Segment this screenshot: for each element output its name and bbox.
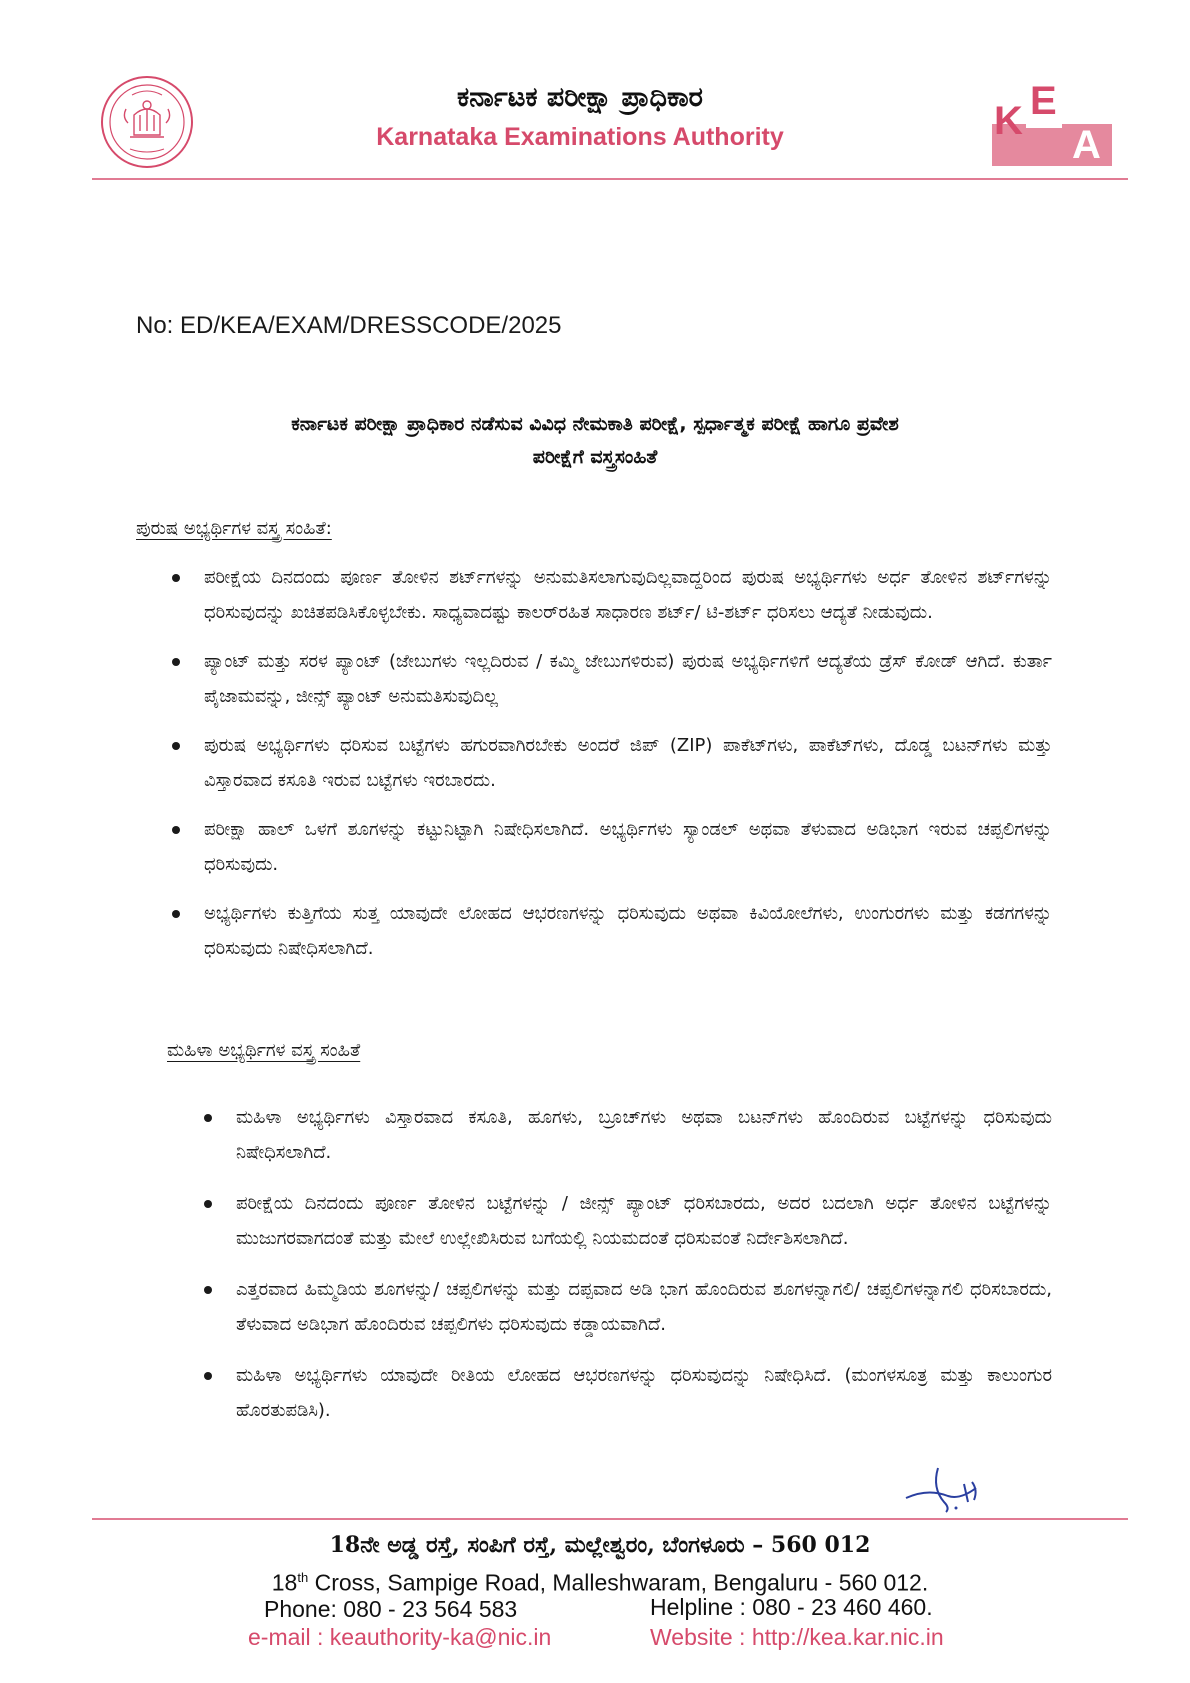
main-heading-line-2: ಪರೀಕ್ಷೆಗೆ ವಸ್ತ್ರಸಂಹಿತೆ [532, 446, 658, 468]
bullet-icon [204, 1286, 212, 1294]
bullet-icon [172, 910, 180, 918]
reference-number: No: ED/KEA/EXAM/DRESSCODE/2025 [136, 312, 562, 339]
logo-letter-k: K [994, 99, 1023, 143]
title-english: Karnataka Examinations Authority [376, 123, 784, 151]
footer-email-link[interactable]: e-mail : keauthority-ka@nic.in [248, 1624, 552, 1650]
list-item [198, 1358, 1052, 1428]
list-item-text: ಮಹಿಳಾ ಅಭ್ಯರ್ಥಿಗಳು ವಿಸ್ತಾರವಾದ ಕಸೂತಿ, ಹೂಗಳು, ಬ್ರೂಚ್‌ಗಳು ಅಥವಾ ಬಟನ್‌ಗಳು ಹೊಂದಿರುವ ಬಟ್ಟೆಗಳನ್ನು ಧರಿಸುವುದು ನಿಷೇಧಿಸಲಾಗಿದೆ. [236, 1107, 1052, 1163]
header-titles [300, 80, 860, 154]
list-item [166, 812, 1052, 882]
signature-icon [898, 1458, 1002, 1514]
footer-address-kannada: 18ನೇ ಅಡ್ಡ ರಸ್ತೆ, ಸಂಪಿಗೆ ರಸ್ತೆ, ಮಲ್ಲೇಶ್ವರಂ, ಬೆಂಗಳೂರು – 560 012 [329, 1532, 871, 1558]
bullet-icon [172, 574, 180, 582]
header-divider [92, 178, 1128, 180]
men-section-heading: ಪುರುಷ ಅಭ್ಯರ್ಥಿಗಳ ವಸ್ತ್ರ ಸಂಹಿತೆ: [136, 518, 332, 539]
address-rest: Cross, Sampige Road, Malleshwaram, Bengaluru - 560 012. [308, 1569, 929, 1596]
bullet-icon [172, 826, 180, 834]
list-item [166, 896, 1052, 966]
main-heading-line-1: ಕರ್ನಾಟಕ ಪರೀಕ್ಷಾ ಪ್ರಾಧಿಕಾರ ನಡೆಸುವ ವಿವಿಧ ನೇಮಕಾತಿ ಪರೀಕ್ಷೆ, ಸ್ಪರ್ಧಾತ್ಮಕ ಪರೀಕ್ಷೆ ಹಾಗೂ ಪ್ರವೇಶ [291, 413, 899, 435]
address-number: 18 [271, 1569, 298, 1596]
list-item [166, 644, 1052, 714]
karnataka-seal-icon [100, 75, 194, 169]
women-section-heading: ಮಹಿಳಾ ಅಭ್ಯರ್ಥಿಗಳ ವಸ್ತ್ರ ಸಂಹಿತೆ [167, 1040, 361, 1061]
list-item-text: ಪರೀಕ್ಷೆಯ ದಿನದಂದು ಪೂರ್ಣ ತೋಳಿನ ಶರ್ಟ್‌ಗಳನ್ನು ಅನುಮತಿಸಲಾಗುವುದಿಲ್ಲವಾದ್ದರಿಂದ ಪುರುಷ ಅಭ್ಯರ್ಥಿಗಳು ಅರ್ಧ ತೋಳಿನ ಶರ್ಟ್‌ಗಳನ್ನು ಧರಿಸುವುದನ್ನು ಖಚಿತಪಡಿಸಿಕೊಳ್ಳಬೇಕು. ಸಾಧ್ಯವಾದಷ್ಟು ಕಾಲರ್‌ರಹಿತ ಸಾಧಾರಣ ಶರ್ಟ್/ ಟಿ-ಶರ್ಟ್ ಧರಿಸಲು ಆದ್ಯತೆ ನೀಡುವುದು. [204, 567, 1052, 623]
list-item-text: ಪುರುಷ ಅಭ್ಯರ್ಥಿಗಳು ಧರಿಸುವ ಬಟ್ಟೆಗಳು ಹಗುರವಾಗಿರಬೇಕು ಅಂದರೆ ಜಿಪ್ (ZIP) ಪಾಕೆಟ್‌ಗಳು, ಪಾಕೆಟ್‌ಗಳು, ದೊಡ್ಡ ಬಟನ್‌ಗಳು ಮತ್ತು ವಿಸ್ತಾರವಾದ ಕಸೂತಿ ಇರುವ ಬಟ್ಟೆಗಳು ಇರಬಾರದು. [204, 735, 1052, 791]
list-item [198, 1100, 1052, 1170]
men-dress-code-list [166, 560, 1052, 980]
logo-letter-e: E [1030, 79, 1057, 123]
women-dress-code-list [198, 1100, 1052, 1444]
list-item [198, 1272, 1052, 1342]
footer-helpline: Helpline : 080 - 23 460 460. [650, 1594, 933, 1620]
bullet-icon [204, 1372, 212, 1380]
footer-website-link[interactable]: Website : http://kea.kar.nic.in [650, 1624, 944, 1650]
footer-phone: Phone: 080 - 23 564 583 [264, 1596, 518, 1622]
bullet-icon [204, 1200, 212, 1208]
list-item-text: ಪ್ಯಾಂಟ್ ಮತ್ತು ಸರಳ ಪ್ಯಾಂಟ್ (ಜೇಬುಗಳು ಇಲ್ಲದಿರುವ / ಕಮ್ಮಿ ಜೇಬುಗಳಿರುವ) ಪುರುಷ ಅಭ್ಯರ್ಥಿಗಳಿಗೆ ಆದ್ಯತೆಯ ಡ್ರೆಸ್ ಕೋಡ್ ಆಗಿದೆ. ಕುರ್ತಾ ಪೈಜಾಮವನ್ನು, ಜೀನ್ಸ್ ಪ್ಯಾಂಟ್ ಅನುಮತಿಸುವುದಿಲ್ಲ [204, 651, 1052, 707]
bullet-icon [204, 1114, 212, 1122]
list-item-text: ಪರೀಕ್ಷೆಯ ದಿನದಂದು ಪೂರ್ಣ ತೋಳಿನ ಬಟ್ಟೆಗಳನ್ನು / ಜೀನ್ಸ್ ಪ್ಯಾಂಟ್ ಧರಿಸಬಾರದು, ಅದರ ಬದಲಾಗಿ ಅರ್ಧ ತೋಳಿನ ಬಟ್ಟೆಗಳನ್ನು ಮುಜುಗರವಾಗದಂತೆ ಮತ್ತು ಮೇಲೆ ಉಲ್ಲೇಖಿಸಿರುವ ಬಗೆಯಲ್ಲಿ ನಿಯಮದಂತೆ ಧರಿಸುವಂತೆ ನಿರ್ದೇಶಿಸಲಾಗಿದೆ. [236, 1193, 1052, 1249]
list-item [166, 728, 1052, 798]
kea-logo-icon [992, 76, 1112, 166]
list-item [166, 560, 1052, 630]
logo-letter-a: A [1072, 123, 1101, 166]
bullet-icon [172, 658, 180, 666]
list-item-text: ಪರೀಕ್ಷಾ ಹಾಲ್ ಒಳಗೆ ಶೂಗಳನ್ನು ಕಟ್ಟುನಿಟ್ಟಾಗಿ ನಿಷೇಧಿಸಲಾಗಿದೆ. ಅಭ್ಯರ್ಥಿಗಳು ಸ್ಯಾಂಡಲ್ ಅಥವಾ ತೆಳುವಾದ ಅಡಿಭಾಗ ಇರುವ ಚಪ್ಪಲಿಗಳನ್ನು ಧರಿಸುವುದು. [204, 819, 1052, 875]
bullet-icon [172, 742, 180, 750]
list-item-text: ಎತ್ತರವಾದ ಹಿಮ್ಮಡಿಯ ಶೂಗಳನ್ನು/ ಚಪ್ಪಲಿಗಳನ್ನು ಮತ್ತು ದಪ್ಪವಾದ ಅಡಿ ಭಾಗ ಹೊಂದಿರುವ ಶೂಗಳನ್ನಾಗಲಿ/ ಚಪ್ಪಲಿಗಳನ್ನಾಗಲಿ ಧರಿಸಬಾರದು, ತೆಳುವಾದ ಅಡಿಭಾಗ ಹೊಂದಿರುವ ಚಪ್ಪಲಿಗಳು ಧರಿಸುವುದು ಕಡ್ಡಾಯವಾಗಿದೆ. [236, 1279, 1052, 1335]
list-item-text: ಮಹಿಳಾ ಅಭ್ಯರ್ಥಿಗಳು ಯಾವುದೇ ರೀತಿಯ ಲೋಹದ ಆಭರಣಗಳನ್ನು ಧರಿಸುವುದನ್ನು ನಿಷೇಧಿಸಿದೆ. (ಮಂಗಳಸೂತ್ರ ಮತ್ತು ಕಾಲುಂಗುರ ಹೊರತುಪಡಿಸಿ). [236, 1365, 1052, 1421]
footer-divider [92, 1518, 1128, 1520]
list-item-text: ಅಭ್ಯರ್ಥಿಗಳು ಕುತ್ತಿಗೆಯ ಸುತ್ತ ಯಾವುದೇ ಲೋಹದ ಆಭರಣಗಳನ್ನು ಧರಿಸುವುದು ಅಥವಾ ಕಿವಿಯೋಲೆಗಳು, ಉಂಗುರಗಳು ಮತ್ತು ಕಡಗಗಳನ್ನು ಧರಿಸುವುದು ನಿಷೇಧಿಸಲಾಗಿದೆ. [204, 903, 1052, 959]
title-kannada: ಕರ್ನಾಟಕ ಪರೀಕ್ಷಾ ಪ್ರಾಧಿಕಾರ [457, 82, 703, 113]
list-item [198, 1186, 1052, 1256]
address-ordinal: th [297, 1570, 309, 1585]
main-heading [140, 408, 1050, 474]
